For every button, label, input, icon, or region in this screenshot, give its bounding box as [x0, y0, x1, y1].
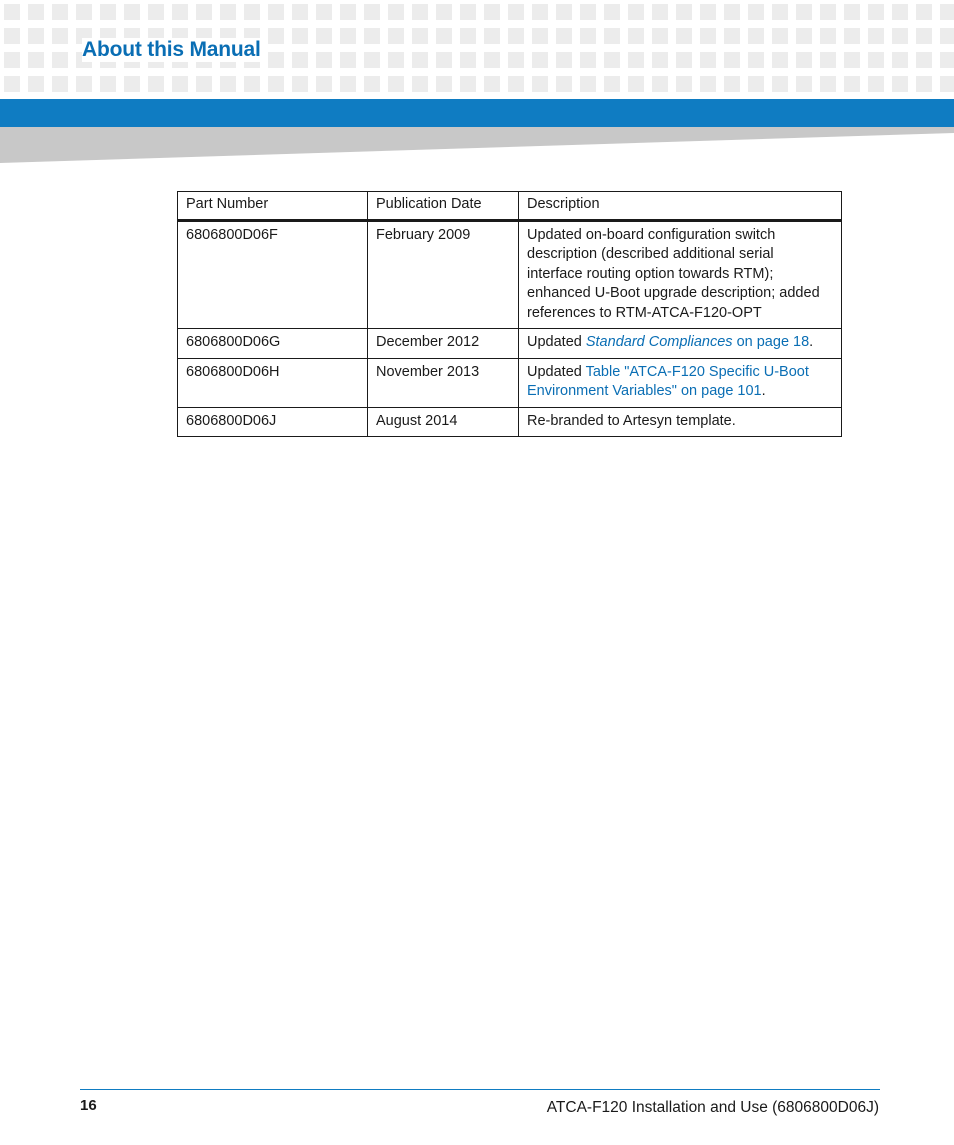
pattern-square — [796, 28, 812, 44]
pattern-square — [52, 28, 68, 44]
pattern-square — [4, 28, 20, 44]
uboot-variables-table-link[interactable]: Table "ATCA-F120 Specific U-Boot Environment Variables" on page 101 — [527, 363, 809, 399]
pattern-square — [748, 28, 764, 44]
pattern-square — [196, 4, 212, 20]
pattern-square — [388, 4, 404, 20]
pattern-square — [436, 4, 452, 20]
pattern-square — [556, 4, 572, 20]
pattern-square — [604, 76, 620, 92]
pattern-square — [412, 76, 428, 92]
pattern-square — [748, 76, 764, 92]
pattern-square — [796, 4, 812, 20]
table-row — [178, 358, 842, 407]
pattern-square — [388, 52, 404, 68]
pattern-square — [796, 76, 812, 92]
pattern-square — [532, 4, 548, 20]
description-suffix: . — [761, 383, 766, 399]
pattern-square — [916, 4, 932, 20]
pattern-square — [892, 76, 908, 92]
link-page-ref: on page 18 — [732, 334, 810, 350]
pattern-square — [676, 76, 692, 92]
table-row — [178, 407, 842, 437]
pattern-square — [508, 76, 524, 92]
pattern-square — [724, 76, 740, 92]
pattern-square — [100, 4, 116, 20]
pattern-square — [748, 52, 764, 68]
pattern-square — [868, 76, 884, 92]
pattern-square — [628, 28, 644, 44]
pattern-square — [412, 28, 428, 44]
pattern-square — [364, 4, 380, 20]
pattern-square — [820, 28, 836, 44]
pattern-square — [772, 4, 788, 20]
pattern-square — [724, 4, 740, 20]
pattern-square — [436, 76, 452, 92]
description-suffix: . — [809, 334, 814, 350]
pattern-square — [628, 76, 644, 92]
pattern-square — [196, 76, 212, 92]
pattern-square — [316, 52, 332, 68]
pattern-square — [292, 28, 308, 44]
pattern-square — [844, 52, 860, 68]
pattern-square — [172, 76, 188, 92]
pattern-square — [172, 4, 188, 20]
pattern-square — [532, 28, 548, 44]
pattern-square — [844, 4, 860, 20]
table-header-row — [178, 192, 842, 221]
pattern-square — [772, 28, 788, 44]
grey-wedge-shape — [0, 127, 954, 163]
pattern-square — [892, 28, 908, 44]
pattern-square — [604, 28, 620, 44]
pattern-square — [628, 52, 644, 68]
pattern-square — [532, 52, 548, 68]
pattern-square — [700, 4, 716, 20]
pattern-square — [364, 76, 380, 92]
pattern-square — [676, 28, 692, 44]
pattern-square — [292, 52, 308, 68]
pattern-square — [556, 52, 572, 68]
pattern-square — [940, 76, 954, 92]
description-text: Updated — [527, 363, 586, 380]
pattern-square — [484, 4, 500, 20]
pattern-square — [148, 4, 164, 20]
pattern-square — [604, 4, 620, 20]
publication-date-cell: August 2014 — [368, 407, 519, 437]
pattern-square — [508, 52, 524, 68]
description-cell — [519, 329, 842, 359]
pattern-square — [628, 4, 644, 20]
pattern-square — [316, 28, 332, 44]
pattern-square — [916, 76, 932, 92]
pattern-square — [4, 52, 20, 68]
pattern-square — [148, 76, 164, 92]
pattern-square — [532, 76, 548, 92]
pattern-square — [652, 52, 668, 68]
pattern-square — [4, 76, 20, 92]
pattern-square — [340, 28, 356, 44]
pattern-square — [28, 4, 44, 20]
pattern-square — [556, 28, 572, 44]
pattern-square — [772, 52, 788, 68]
pattern-square — [940, 52, 954, 68]
column-header-description: Description — [519, 192, 842, 221]
pattern-square — [604, 52, 620, 68]
pattern-square — [868, 28, 884, 44]
pattern-square — [364, 52, 380, 68]
pattern-square — [676, 52, 692, 68]
pattern-square — [220, 76, 236, 92]
pattern-square — [844, 76, 860, 92]
link-title: Standard Compliances — [585, 334, 733, 350]
pattern-square — [76, 76, 92, 92]
pattern-square — [268, 28, 284, 44]
column-header-part-number: Part Number — [178, 192, 368, 221]
pattern-square — [820, 4, 836, 20]
pattern-square — [484, 76, 500, 92]
publication-date-cell: November 2013 — [368, 358, 519, 407]
pattern-square — [388, 76, 404, 92]
pattern-square — [244, 4, 260, 20]
pattern-square — [124, 4, 140, 20]
pattern-square — [268, 76, 284, 92]
pattern-square — [388, 28, 404, 44]
header-blue-bar — [0, 99, 954, 127]
pattern-square — [460, 52, 476, 68]
pattern-square — [460, 28, 476, 44]
pattern-square — [292, 76, 308, 92]
pattern-square — [508, 28, 524, 44]
pattern-square — [580, 4, 596, 20]
part-number-cell: 6806800D06G — [178, 329, 368, 359]
pattern-square — [340, 52, 356, 68]
page-number: 16 — [80, 1097, 97, 1114]
pattern-square — [460, 4, 476, 20]
pattern-square — [460, 76, 476, 92]
pattern-square — [244, 76, 260, 92]
pattern-square — [340, 4, 356, 20]
pattern-square — [820, 52, 836, 68]
revision-history-table — [177, 191, 842, 437]
pattern-square — [700, 76, 716, 92]
pattern-square — [268, 52, 284, 68]
pattern-square — [748, 4, 764, 20]
pattern-square — [52, 4, 68, 20]
pattern-square — [412, 52, 428, 68]
pattern-square — [340, 76, 356, 92]
pattern-square — [484, 52, 500, 68]
description-cell — [519, 358, 842, 407]
pattern-square — [220, 4, 236, 20]
pattern-square — [916, 28, 932, 44]
pattern-square — [868, 52, 884, 68]
pattern-square — [316, 4, 332, 20]
pattern-square — [940, 28, 954, 44]
pattern-square — [268, 4, 284, 20]
pattern-square — [652, 4, 668, 20]
pattern-square — [28, 76, 44, 92]
pattern-square — [700, 52, 716, 68]
pattern-square — [76, 4, 92, 20]
pattern-square — [892, 4, 908, 20]
pattern-square — [28, 28, 44, 44]
pattern-square — [724, 52, 740, 68]
publication-date-cell: December 2012 — [368, 329, 519, 359]
description-text: Updated — [527, 334, 586, 350]
section-title: About this Manual — [82, 38, 261, 61]
document-title: ATCA-F120 Installation and Use (6806800D06J) — [546, 1099, 879, 1116]
pattern-square — [676, 4, 692, 20]
part-number-cell: 6806800D06F — [178, 220, 368, 329]
pattern-square — [52, 76, 68, 92]
pattern-square — [436, 52, 452, 68]
pattern-square — [100, 76, 116, 92]
pattern-square — [4, 4, 20, 20]
pattern-square — [580, 52, 596, 68]
pattern-square — [52, 52, 68, 68]
part-number-cell: 6806800D06J — [178, 407, 368, 437]
pattern-square — [940, 4, 954, 20]
table-row — [178, 329, 842, 359]
pattern-square — [412, 4, 428, 20]
pattern-square — [700, 28, 716, 44]
header-grey-wedge — [0, 127, 954, 163]
pattern-square — [124, 76, 140, 92]
pattern-square — [556, 76, 572, 92]
pattern-square — [316, 76, 332, 92]
pattern-square — [868, 4, 884, 20]
pattern-square — [652, 28, 668, 44]
pattern-square — [292, 4, 308, 20]
pattern-square — [916, 52, 932, 68]
pattern-square — [892, 52, 908, 68]
pattern-square — [508, 4, 524, 20]
column-header-publication-date: Publication Date — [368, 192, 519, 221]
table-row — [178, 220, 842, 329]
description-cell: Re-branded to Artesyn template. — [519, 407, 842, 437]
part-number-cell: 6806800D06H — [178, 358, 368, 407]
pattern-square — [844, 28, 860, 44]
pattern-square — [484, 28, 500, 44]
description-cell: Updated on-board configuration switch description (described additional serial interface routing option towards RTM); enhanced U-Boot upgrade description; added references to RTM-ATCA-F120-OPT — [519, 220, 842, 329]
pattern-square — [436, 28, 452, 44]
pattern-square — [28, 52, 44, 68]
pattern-square — [580, 28, 596, 44]
pattern-square — [724, 28, 740, 44]
pattern-square — [796, 52, 812, 68]
pattern-square — [772, 76, 788, 92]
pattern-square — [364, 28, 380, 44]
pattern-square — [652, 76, 668, 92]
footer-divider — [80, 1089, 880, 1090]
pattern-square — [580, 76, 596, 92]
pattern-square — [820, 76, 836, 92]
standard-compliances-link[interactable] — [586, 334, 809, 350]
publication-date-cell: February 2009 — [368, 220, 519, 329]
